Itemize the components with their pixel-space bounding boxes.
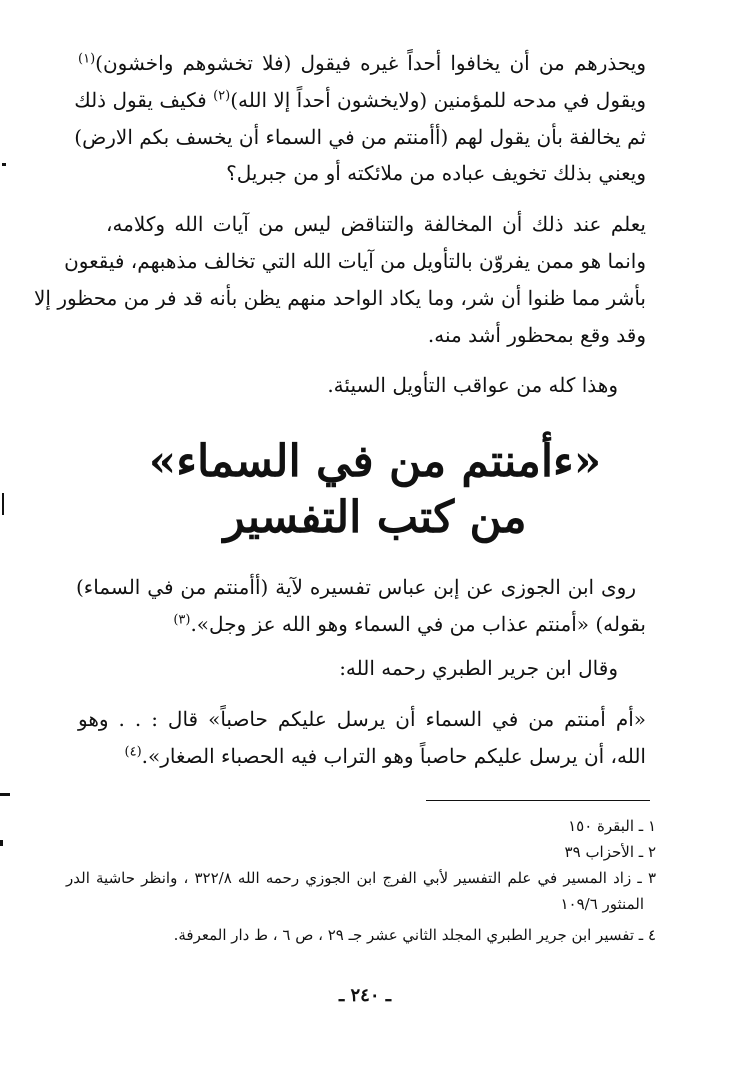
footnote-separator (426, 800, 650, 801)
text-line: يعلم عند ذلك أن المخالفة والتناقض ليس من آيات الله وكلامه، (106, 212, 646, 236)
text-line-content: الله، أن يرسل عليكم حاصباً وهو التراب فيه الحصباء الصغار». (141, 744, 646, 768)
footnote: ٤ ـ تفسير ابن جرير الطبري المجلد الثاني عشر جـ ٢٩ ، ص ٦ ، ط دار المعرفة. (173, 926, 656, 944)
scan-mark (2, 493, 4, 515)
text-line-content: بقوله) «أمنتم عذاب من في السماء وهو الله عز وجل». (190, 612, 646, 636)
footnote: المنثور ١٠٩/٦ (560, 895, 644, 913)
text-line (78, 50, 646, 76)
text-line: وقد وقع بمحظور أشد منه. (427, 323, 646, 347)
text-line: روى ابن الجوزى عن إبن عباس تفسيره لآية (أأمنتم من في السماء) (76, 575, 636, 599)
footnote-ref: (٤) (124, 744, 142, 760)
text-line-content: فكيف يقول ذلك (74, 88, 207, 112)
text-line: وقال ابن جرير الطبري رحمه الله: (339, 656, 618, 680)
text-line: ويعني بذلك تخويف عباده من ملائكته أو من جبريل؟ (226, 161, 646, 185)
text-line: ثم يخالفة بأن يقول لهم (أأمنتم من في السماء أن يخسف بكم الارض) (74, 125, 646, 149)
heading-line: من كتب التفسير (223, 492, 527, 543)
text-line-content: ويقول في مدحه للمؤمنين (ولايخشون أحداً إلا الله) (230, 88, 646, 112)
scan-mark (2, 163, 6, 166)
footnote-ref: (٢) (213, 88, 231, 104)
footnote-ref: (٣) (173, 612, 191, 628)
text-line: وانما هو ممن يفروّن بالتأويل من آيات الله التي تخالف مذهبهم، فيقعون (64, 249, 646, 273)
footnote-ref: (١) (78, 51, 96, 67)
text-line (74, 87, 646, 113)
heading-line: «ءأمنتم من في السماء» (148, 436, 602, 487)
text-line: بأشر مما ظنوا أن شر، وما يكاد الواحد منهم يظن بأنه قد فر من محظور إلا (34, 286, 646, 310)
section-heading (140, 434, 610, 554)
footnote: ٢ ـ الأحزاب ٣٩ (564, 843, 656, 861)
footnote: ٣ ـ زاد المسير في علم التفسير لأبي الفرج ابن الجوزي رحمه الله ٣٢٢/٨ ، وانظر حاشية الدر (66, 869, 656, 887)
text-line: «أم أمنتم من في السماء أن يرسل عليكم حاصباً» قال : . . وهو (78, 707, 646, 731)
page-number: ـ ٢٤٠ ـ (338, 985, 392, 1006)
text-line: وهذا كله من عواقب التأويل السيئة. (327, 373, 618, 397)
footnote: ١ ـ البقرة ١٥٠ (568, 817, 656, 835)
text-line (78, 611, 646, 637)
scan-mark (0, 793, 10, 796)
text-line (78, 743, 646, 769)
text-line-content: ويحذرهم من أن يخافوا أحداً غيره فيقول (فلا تخشوهم واخشون) (95, 51, 646, 75)
scan-mark (0, 840, 3, 846)
